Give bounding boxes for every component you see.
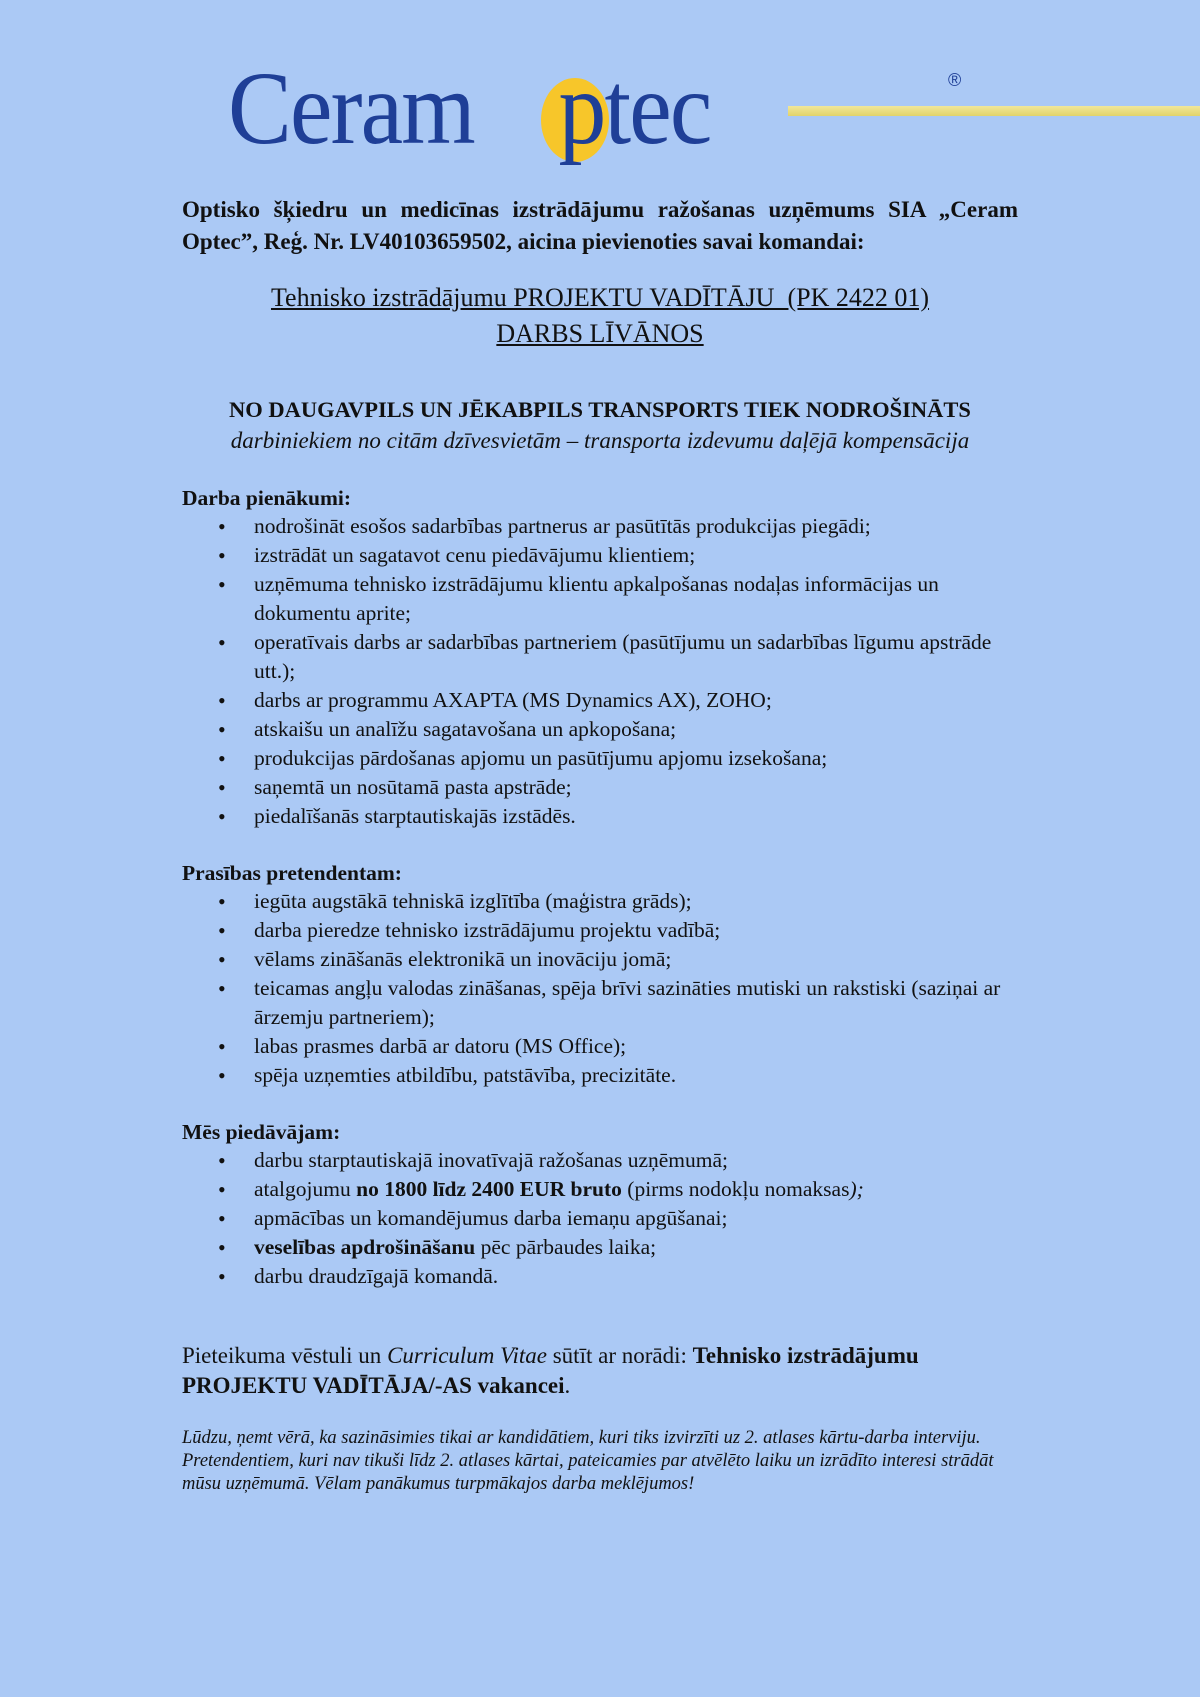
transport-subtext: darbiniekiem no citām dzīvesvietām – transporta izdevumu daļējā kompensācija — [230, 428, 970, 453]
logo-light-beam — [788, 106, 1200, 116]
list-item: • apmācības un komandējumus darba iemaņu apgūšanai; — [182, 1204, 1018, 1233]
list-item: • labas prasmes darbā ar datoru (MS Office); — [182, 1032, 1018, 1061]
salary-note-end: ); — [849, 1177, 864, 1201]
note-thanks: Pretendentiem, kuri nav tikuši līdz 2. atlases kārtai, pateicamies par atvēlēto laiku un izrādīto interesi strādāt mūsu uzņēmumā. Vēlam panākumus turpmākajos darba meklējumos! — [182, 1451, 994, 1494]
apply-subject: Tehnisko izstrādājumu PROJEKTU VADĪTĀJA/-AS vakancei — [182, 1343, 919, 1398]
list-item: • darbu draudzīgajā komandā. — [182, 1262, 1018, 1291]
apply-end: . — [564, 1373, 571, 1398]
salary-note: (pirms nodokļu nomaksas — [621, 1177, 850, 1201]
list-item: • izstrādāt un sagatavot cenu piedāvājumu klientiem; — [182, 541, 1018, 570]
list-item: • spēja uzņemties atbildību, patstāvība, precizitāte. — [182, 1061, 1018, 1090]
salary-prefix: atalgojumu — [254, 1177, 357, 1201]
transport-heading: NO DAUGAVPILS UN JĒKABPILS TRANSPORTS TIEK NODROŠINĀTS — [229, 397, 971, 422]
list-item: • iegūta augstākā tehniskā izglītība (maģistra grāds); — [182, 887, 1018, 916]
application-instructions — [182, 1341, 1018, 1401]
intro-text: Optisko šķiedru un medicīnas izstrādājumu ražošanas uzņēmums SIA „Ceram Optec”, Reģ. Nr. LV40103659502, aicina pievienoties savai komandai: — [182, 197, 1018, 254]
job-title-line2: DARBS LĪVĀNOS — [496, 319, 704, 348]
list-item: • darbs ar programmu AXAPTA (MS Dynamics AX), ZOHO; — [182, 686, 1018, 715]
apply-mid: sūtīt ar norādi: — [546, 1343, 693, 1368]
list-item: • operatīvais darbs ar sadarbības partneriem (pasūtījumu un sadarbības līgumu apstrāde utt.); — [182, 628, 1018, 686]
list-item: • vēlams zināšanās elektronikā un inovāciju jomā; — [182, 945, 1018, 974]
insurance-note: pēc pārbaudes laika; — [475, 1235, 657, 1259]
list-item: • produkcijas pārdošanas apjomu un pasūtījumu apjomu izsekošana; — [182, 744, 1018, 773]
note-contact: Lūdzu, ņemt vērā, ka sazināsimies tikai ar kandidātiem, kuri tiks izvirzīti uz 2. atlases kārtu-darba interviju. — [182, 1428, 981, 1448]
job-title — [182, 280, 1018, 352]
offer-list — [182, 1146, 1018, 1291]
list-item: • atskaišu un analīžu sagatavošana un apkopošana; — [182, 715, 1018, 744]
list-item: • darba pieredze tehnisko izstrādājumu projektu vadībā; — [182, 916, 1018, 945]
requirements-section — [182, 859, 1018, 1090]
logo-wordmark — [228, 51, 711, 166]
duties-list — [182, 512, 1018, 831]
offer-section — [182, 1118, 1018, 1291]
list-item: • darbu starptautiskajā inovatīvajā ražošanas uzņēmumā; — [182, 1146, 1018, 1175]
requirements-heading: Prasības pretendentam: — [182, 861, 402, 885]
offer-heading: Mēs piedāvājam: — [182, 1120, 341, 1144]
job-title-line1: Tehnisko izstrādājumu PROJEKTU VADĪTĀJU (PK 2422 01) — [270, 283, 930, 312]
list-item: • nodrošināt esošos sadarbības partnerus ar pasūtītās produkcijas piegādi; — [182, 512, 1018, 541]
closing-notes — [182, 1427, 1018, 1496]
requirements-list — [182, 887, 1018, 1090]
list-item-insurance — [182, 1233, 1018, 1262]
list-item-salary — [182, 1175, 1018, 1204]
insurance-label: veselības apdrošināšanu — [254, 1235, 476, 1259]
salary-range: no 1800 līdz 2400 EUR bruto — [356, 1177, 622, 1201]
logo-text-right: ptec — [558, 51, 711, 166]
company-logo — [228, 51, 988, 172]
registered-mark-icon: ® — [948, 70, 962, 90]
duties-section — [182, 484, 1018, 831]
logo-text-left: Ceram — [228, 51, 474, 166]
duties-heading: Darba pienākumi: — [182, 486, 352, 510]
apply-cv: Curriculum Vitae — [387, 1343, 547, 1368]
apply-pre: Pieteikuma vēstuli un — [182, 1343, 388, 1368]
list-item: • saņemtā un nosūtamā pasta apstrāde; — [182, 773, 1018, 802]
list-item: • teicamas angļu valodas zināšanas, spēja brīvi sazināties mutiski un rakstiski (saziņai ar ārzemju partneriem); — [182, 974, 1018, 1032]
job-posting — [182, 194, 1018, 1496]
list-item: • piedalīšanās starptautiskajās izstādēs. — [182, 802, 1018, 831]
list-item: • uzņēmuma tehnisko izstrādājumu klientu apkalpošanas nodaļas informācijas un dokumentu aprite; — [182, 570, 1018, 628]
